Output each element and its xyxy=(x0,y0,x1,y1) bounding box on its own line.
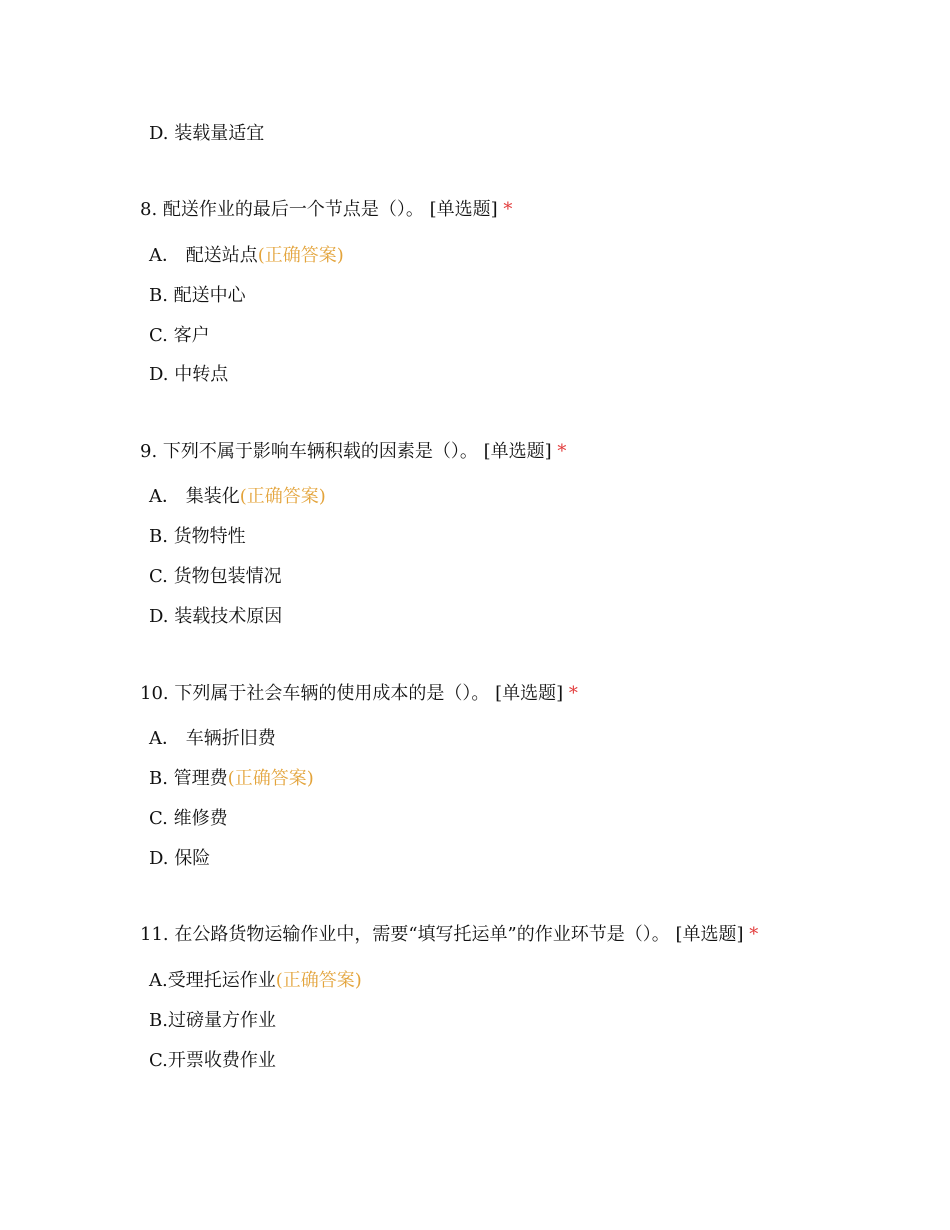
option-label: D. 装载量适宜 xyxy=(149,123,265,144)
option-item xyxy=(149,122,264,146)
option-label: C. 货物包装情况 xyxy=(149,566,282,587)
question-text: 11. 在公路货物运输作业中，需要“填写托运单”的作业环节是（）。 xyxy=(140,924,670,945)
option-label: C. 客户 xyxy=(149,325,210,346)
option-item xyxy=(149,767,314,791)
question-type-tag: [单选题] xyxy=(483,441,552,462)
question-type-tag: [单选题] xyxy=(675,924,744,945)
option-label: B. 货物特性 xyxy=(149,526,246,547)
option-label: D. 中转点 xyxy=(149,364,229,385)
question-title xyxy=(140,682,578,706)
option-item xyxy=(149,324,210,348)
option-item xyxy=(149,525,246,549)
option-item xyxy=(149,1049,276,1073)
option-item xyxy=(149,605,282,629)
option-item xyxy=(149,363,228,387)
question-title xyxy=(140,440,566,464)
option-item xyxy=(149,807,228,831)
option-label: B. 配送中心 xyxy=(149,285,246,306)
option-label: C. 维修费 xyxy=(149,808,228,829)
question-type-tag: [单选题] xyxy=(429,199,498,220)
option-label: A． 集装化 xyxy=(149,486,240,507)
option-item xyxy=(149,565,282,589)
required-asterisk: * xyxy=(503,199,513,220)
required-asterisk: * xyxy=(749,924,759,945)
option-item xyxy=(149,1009,276,1033)
question-title xyxy=(140,198,512,222)
question-title xyxy=(140,923,758,947)
option-item xyxy=(149,284,246,308)
correct-answer-mark: (正确答案) xyxy=(275,970,362,991)
option-item xyxy=(149,847,210,871)
required-asterisk: * xyxy=(568,683,578,704)
question-text: 8. 配送作业的最后一个节点是（）。 xyxy=(140,199,424,220)
question-text: 9. 下列不属于影响车辆积载的因素是（）。 xyxy=(140,441,478,462)
option-label: D. 保险 xyxy=(149,848,211,869)
option-label: B. 管理费 xyxy=(149,768,228,789)
question-text: 10. 下列属于社会车辆的使用成本的是（）。 xyxy=(140,683,490,704)
option-label: B.过磅量方作业 xyxy=(149,1010,276,1031)
correct-answer-mark: (正确答案) xyxy=(257,245,344,266)
option-item xyxy=(149,485,326,509)
required-asterisk: * xyxy=(557,441,567,462)
option-item xyxy=(149,244,344,268)
option-label: A.受理托运作业 xyxy=(149,970,276,991)
option-label: A． 配送站点 xyxy=(149,245,258,266)
option-label: C.开票收费作业 xyxy=(149,1050,276,1071)
option-label: D. 装载技术原因 xyxy=(149,606,283,627)
option-item xyxy=(149,969,362,993)
option-label: A． 车辆折旧费 xyxy=(149,728,276,749)
option-item xyxy=(149,727,276,751)
correct-answer-mark: (正确答案) xyxy=(227,768,314,789)
correct-answer-mark: (正确答案) xyxy=(239,486,326,507)
question-type-tag: [单选题] xyxy=(495,683,564,704)
